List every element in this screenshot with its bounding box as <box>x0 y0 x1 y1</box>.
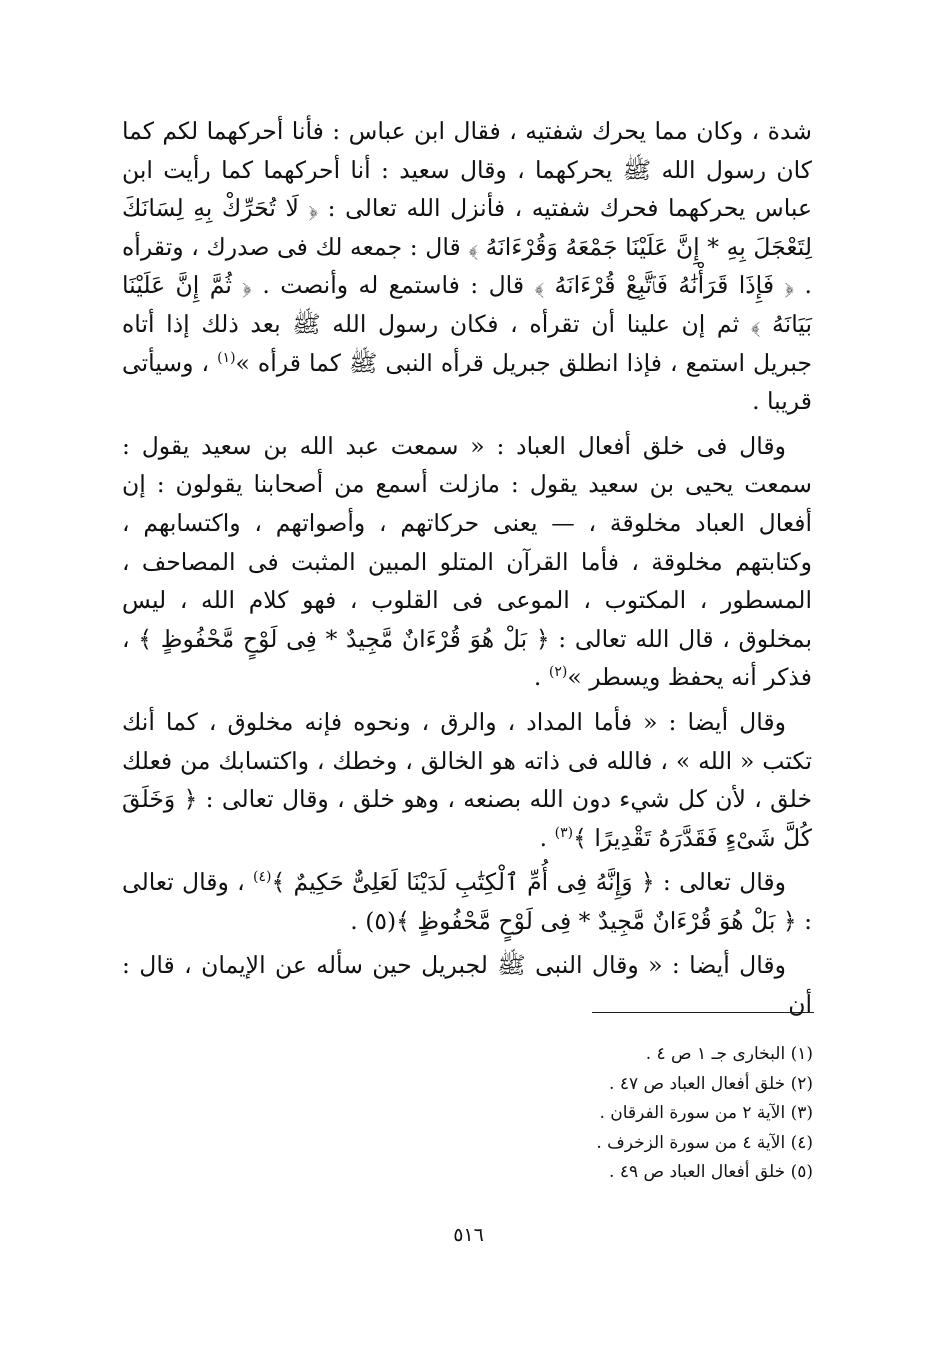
footnote-ref-3: (٣) <box>554 824 574 841</box>
paragraph-2-tail: . <box>533 663 542 692</box>
footnote-2: (٢) خلق أفعال العباد ص ٤٧ . <box>609 1073 813 1094</box>
paragraph-1-text: شدة ، وكان مما يحرك شفتيه ، فقال ابن عباس : فأنا أحركهما لكم كما كان رسول الله ﷺ يحركهما ، وقال سعيد : أنا أحركهما كما رأيت ابن عباس يحركهما فحرك شفتيه ، فأنزل الله تعالى : ﴿ لَا تُحَرِّكْ بِهِ لِسَانَكَ لِتَعْجَلَ بِهِ * إِنَّ عَلَيْنَا جَمْعَهُ وَقُرْءَانَهُ ﴾ قال : جمعه لك فى صدرك ، وتقرأه . ﴿ فَإِذَا قَرَأْنَٰهُ فَٱتَّبِعْ قُرْءَانَهُ ﴾ قال : فاستمع له وأنصت . ﴿ ثُمَّ إِنَّ عَلَيْنَا بَيَانَهُ ﴾ ثم إن علينا أن تقرأه ، فكان رسول الله ﷺ بعد ذلك إذا أتاه جبريل استمع ، فإذا انطلق جبريل قرأه النبى ﷺ كما قرأه » <box>122 117 812 377</box>
footnote-separator <box>592 1012 814 1013</box>
paragraph-3-text: وقال أيضا : « فأما المداد ، والرق ، ونحوه فإنه مخلوق ، كما أنك تكتب « الله » ، فالله فى ذاته هو الخالق ، وخطك ، واكتسابك من فعلك خلق ، لأن كل شيء دون الله بصنعه ، وهو خلق ، وقال تعالى : ﴿ وَخَلَقَ كُلَّ شَىْءٍ فَقَدَّرَهُ تَقْدِيرًا ﴾ <box>122 707 812 852</box>
paragraph-4-text: وقال تعالى : ﴿ وَإِنَّهُ فِى أُمِّ ٱلْكِتَٰبِ لَدَيْنَا لَعَلِىٌّ حَكِيمٌ ﴾ <box>271 868 786 897</box>
main-text <box>122 112 812 1030</box>
paragraph-2-text: وقال فى خلق أفعال العباد : « سمعت عبد الله بن سعيد يقول : سمعت يحيى بن سعيد يقول : مازلت أسمع من أصحابنا يقولون : إن أفعال العباد مخلوقة ، — يعنى حركاتهم ، وأصواتهم ، واكتسابهم ، وكتابتهم مخلوقة ، فأما القرآن المتلو المبين المثبت فى المصاحف ، المسطور ، المكتوب ، الموعى فى القلوب ، فهو كلام الله ، ليس بمخلوق ، قال الله تعالى : ﴿ بَلْ هُوَ قُرْءَانٌ مَّجِيدٌ * فِى لَوْحٍ مَّحْفُوظٍ ﴾ ، فذكر أنه يحفظ ويسطر » <box>122 431 812 692</box>
footnote-ref-1: (١) <box>217 349 236 366</box>
footnote-3: (٣) الآية ٢ من سورة الفرقان . <box>599 1103 813 1123</box>
footnote-5: (٥) خلق أفعال العباد ص ٤٩ . <box>609 1162 813 1182</box>
paragraph-3 <box>122 703 812 857</box>
footnote-ref-4: (٤) <box>253 869 272 886</box>
footnote-ref-2: (٢) <box>548 664 568 681</box>
paragraph-3-tail: . <box>539 823 548 852</box>
page-number: ٥١٦ <box>453 1224 484 1246</box>
paragraph-2 <box>122 427 812 697</box>
paragraph-1 <box>122 112 812 421</box>
paragraph-4-tail: ، وقال تعالى : ﴿ بَلْ هُوَ قُرْءَانٌ مَّجِيدٌ * فِى لَوْحٍ مَّحْفُوظٍ ﴾(٥) . <box>122 868 812 935</box>
footnotes <box>453 1040 813 1188</box>
footnote-4: (٤) الآية ٤ من سورة الزخرف . <box>596 1132 813 1153</box>
paragraph-1-tail: ، وسيأتى قريبا . <box>122 348 812 416</box>
footnote-1: (١) البخارى جـ ١ ص ٤ . <box>645 1044 813 1064</box>
paragraph-5-text: وقال أيضا : « وقال النبى ﷺ لجبريل حين سأله عن الإيمان ، قال : أن <box>122 951 812 1019</box>
paragraph-4 <box>122 863 812 940</box>
